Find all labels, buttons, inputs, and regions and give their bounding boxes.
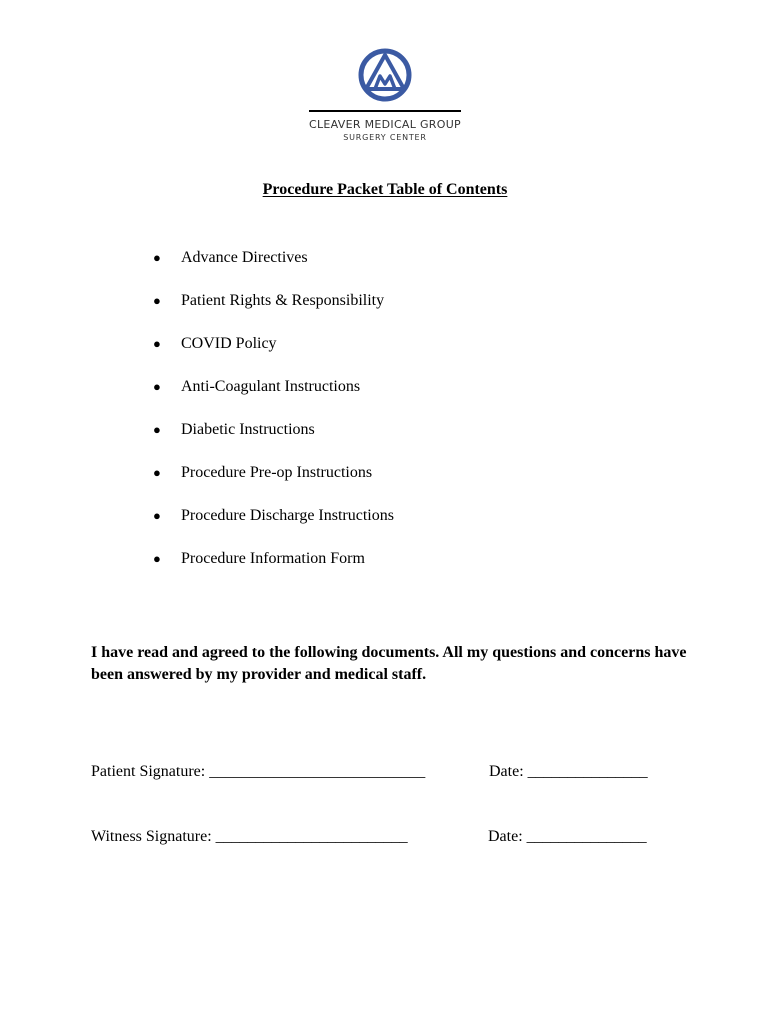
witness-signature-field[interactable]: Witness Signature: ________________________	[91, 828, 408, 845]
list-item	[153, 548, 394, 591]
bullet-icon: ●	[153, 336, 161, 351]
agreement-statement: I have read and agreed to the following documents. All my questions and concerns have been answered by my provider and medical staff.	[91, 644, 687, 683]
logo-divider	[309, 110, 461, 112]
cleaver-medical-group-logo-icon	[356, 46, 414, 104]
bullet-icon: ●	[153, 379, 161, 394]
logo-org-name: CLEAVER MEDICAL GROUP	[309, 118, 461, 131]
list-item	[153, 376, 394, 419]
witness-date-field[interactable]: Date: _______________	[488, 828, 647, 845]
toc-item-label: Diabetic Instructions	[181, 421, 315, 438]
bullet-icon: ●	[153, 551, 161, 566]
toc-item-label: Procedure Discharge Instructions	[181, 507, 394, 524]
toc-item-label: Anti-Coagulant Instructions	[181, 378, 361, 395]
toc-item-label: Procedure Information Form	[181, 550, 365, 567]
bullet-icon: ●	[153, 508, 161, 523]
toc-item-label: Advance Directives	[181, 249, 308, 266]
bullet-icon: ●	[153, 293, 161, 308]
patient-signature-row	[91, 763, 648, 781]
patient-date-field[interactable]: Date: _______________	[489, 763, 648, 780]
list-item	[153, 462, 394, 505]
bullet-icon: ●	[153, 250, 161, 265]
list-item	[153, 247, 394, 290]
logo-block	[0, 46, 770, 144]
list-item	[153, 419, 394, 462]
logo-org-subtitle: SURGERY CENTER	[343, 133, 427, 142]
document-title: Procedure Packet Table of Contents	[262, 181, 508, 198]
toc-item-label: COVID Policy	[181, 335, 277, 352]
list-item	[153, 505, 394, 548]
patient-signature-field[interactable]: Patient Signature: ___________________________	[91, 763, 426, 780]
list-item	[153, 290, 394, 333]
bullet-icon: ●	[153, 422, 161, 437]
list-item	[153, 333, 394, 376]
bullet-icon: ●	[153, 465, 161, 480]
witness-signature-row	[91, 828, 647, 846]
toc-item-label: Procedure Pre-op Instructions	[181, 464, 373, 481]
table-of-contents-list	[153, 247, 394, 591]
toc-item-label: Patient Rights & Responsibility	[181, 292, 385, 309]
